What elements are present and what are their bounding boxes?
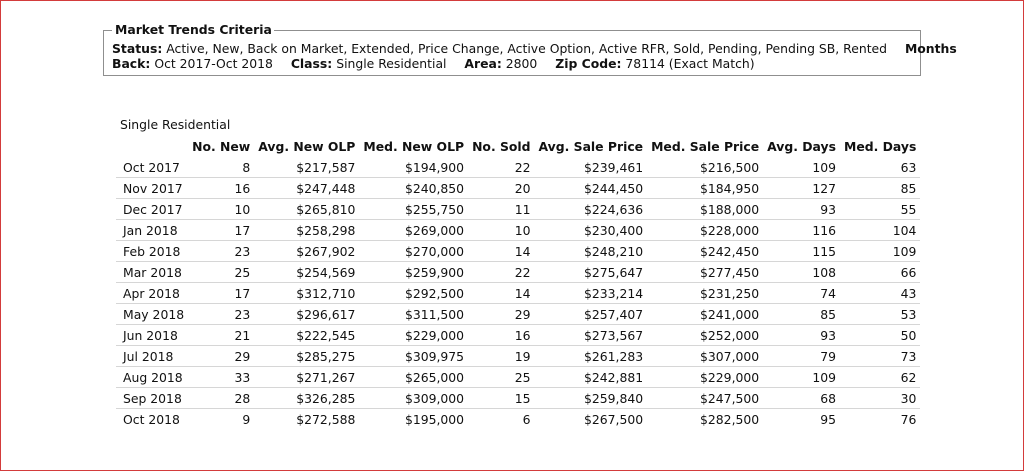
no-new-cell: 23 bbox=[188, 241, 254, 262]
avg-sale-price-cell: $244,450 bbox=[535, 178, 648, 199]
month-cell: Oct 2017 bbox=[116, 157, 188, 178]
criteria-legend: Market Trends Criteria bbox=[112, 22, 274, 38]
no-sold-cell: 29 bbox=[468, 304, 534, 325]
avg-new-olp-cell: $254,569 bbox=[254, 262, 359, 283]
med-days-cell: 30 bbox=[840, 388, 920, 409]
no-sold-cell: 6 bbox=[522, 411, 531, 427]
med-new-olp-cell: $229,000 bbox=[359, 325, 468, 346]
med-sale-price-cell: $188,000 bbox=[647, 199, 763, 220]
no-sold-cell: 11 bbox=[468, 199, 534, 220]
class-value: Single Residential bbox=[336, 56, 447, 71]
table-row bbox=[116, 199, 920, 220]
avg-new-olp-cell: $217,587 bbox=[254, 157, 359, 178]
avg-days-cell: 68 bbox=[763, 388, 840, 409]
no-new-cell: 23 bbox=[188, 304, 254, 325]
med-sale-price-cell: $307,000 bbox=[647, 346, 763, 367]
table-row bbox=[116, 409, 920, 430]
med-new-olp-cell: $265,000 bbox=[359, 367, 468, 388]
med-sale-price-cell: $247,500 bbox=[647, 388, 763, 409]
avg-new-olp-cell: $326,285 bbox=[254, 388, 359, 409]
no-new-cell: 9 bbox=[242, 411, 251, 427]
status-label: Status: bbox=[112, 41, 163, 56]
avg-days-cell: 79 bbox=[763, 346, 840, 367]
table-row bbox=[116, 220, 920, 241]
avg-days-header: Avg. Days bbox=[767, 138, 836, 154]
month-cell: May 2018 bbox=[116, 304, 188, 325]
table-header-row bbox=[116, 135, 920, 157]
month-cell: Nov 2017 bbox=[116, 178, 188, 199]
avg-days-cell: 93 bbox=[763, 325, 840, 346]
criteria-line-2 bbox=[112, 56, 912, 71]
table-row bbox=[116, 388, 920, 409]
table-row bbox=[116, 157, 920, 178]
no-sold-cell: 22 bbox=[468, 262, 534, 283]
avg-new-olp-cell: $271,267 bbox=[254, 367, 359, 388]
med-new-olp-cell: $240,850 bbox=[359, 178, 468, 199]
med-new-olp-cell: $309,975 bbox=[359, 346, 468, 367]
table-body bbox=[116, 157, 920, 429]
market-trends-criteria bbox=[103, 22, 957, 76]
avg-new-olp-cell: $265,810 bbox=[254, 199, 359, 220]
avg-sale-price-cell: $273,567 bbox=[535, 325, 648, 346]
no-sold-cell: 25 bbox=[468, 367, 534, 388]
market-trends-table bbox=[116, 135, 920, 429]
med-days-cell: 104 bbox=[840, 220, 920, 241]
table-row bbox=[116, 346, 920, 367]
med-sale-price-cell: $252,000 bbox=[647, 325, 763, 346]
avg-sale-price-cell: $267,500 bbox=[583, 411, 644, 427]
med-sale-price-cell: $228,000 bbox=[647, 220, 763, 241]
med-sale-price-cell: $277,450 bbox=[647, 262, 763, 283]
month-cell: Oct 2018 bbox=[123, 411, 180, 427]
no-sold-cell: 15 bbox=[468, 388, 534, 409]
avg-sale-price-header: Avg. Sale Price bbox=[538, 138, 644, 154]
avg-days-cell: 109 bbox=[763, 157, 840, 178]
avg-days-cell: 109 bbox=[763, 367, 840, 388]
med-days-cell: 43 bbox=[840, 283, 920, 304]
avg-sale-price-cell: $275,647 bbox=[535, 262, 648, 283]
avg-days-cell: 108 bbox=[763, 262, 840, 283]
class-label: Class: bbox=[290, 56, 333, 71]
month-cell: Jun 2018 bbox=[116, 325, 188, 346]
status-value: Active, New, Back on Market, Extended, Price Change, Active Option, Active RFR, Sold, Pending, Pending SB, Rented bbox=[166, 41, 888, 56]
no-new-cell: 29 bbox=[188, 346, 254, 367]
no-new-cell: 17 bbox=[188, 220, 254, 241]
month-cell: Dec 2017 bbox=[116, 199, 188, 220]
avg-new-olp-cell: $285,275 bbox=[254, 346, 359, 367]
med-new-olp-cell: $195,000 bbox=[404, 411, 465, 427]
med-days-cell: 76 bbox=[900, 411, 917, 427]
med-new-olp-cell: $292,500 bbox=[359, 283, 468, 304]
avg-days-cell: 95 bbox=[820, 411, 836, 427]
no-sold-cell: 20 bbox=[468, 178, 534, 199]
table-row bbox=[116, 178, 920, 199]
med-sale-price-cell: $241,000 bbox=[647, 304, 763, 325]
zip-code-value: 78114 (Exact Match) bbox=[625, 56, 755, 71]
no-new-cell: 16 bbox=[188, 178, 254, 199]
med-days-cell: 66 bbox=[840, 262, 920, 283]
table-row bbox=[116, 367, 920, 388]
avg-new-olp-cell: $258,298 bbox=[254, 220, 359, 241]
med-new-olp-cell: $311,500 bbox=[359, 304, 468, 325]
avg-days-cell: 74 bbox=[763, 283, 840, 304]
med-sale-price-cell: $242,450 bbox=[647, 241, 763, 262]
no-sold-cell: 22 bbox=[468, 157, 534, 178]
med-sale-price-cell: $282,500 bbox=[700, 411, 760, 427]
section-title: Single Residential bbox=[120, 117, 231, 132]
no-new-cell: 28 bbox=[188, 388, 254, 409]
no-new-cell: 8 bbox=[188, 157, 254, 178]
med-sale-price-cell: $216,500 bbox=[647, 157, 763, 178]
month-cell: Aug 2018 bbox=[116, 367, 188, 388]
avg-days-cell: 127 bbox=[763, 178, 840, 199]
month-header bbox=[116, 135, 188, 157]
med-days-cell: 53 bbox=[840, 304, 920, 325]
month-cell: Feb 2018 bbox=[116, 241, 188, 262]
avg-sale-price-cell: $230,400 bbox=[535, 220, 648, 241]
no-sold-cell: 14 bbox=[468, 241, 534, 262]
avg-sale-price-cell: $242,881 bbox=[535, 367, 648, 388]
med-days-cell: 55 bbox=[840, 199, 920, 220]
table-row bbox=[116, 325, 920, 346]
avg-sale-price-cell: $248,210 bbox=[535, 241, 648, 262]
avg-sale-price-cell: $239,461 bbox=[535, 157, 648, 178]
med-new-olp-cell: $269,000 bbox=[359, 220, 468, 241]
med-sale-price-header: Med. Sale Price bbox=[651, 138, 760, 154]
table-row bbox=[116, 304, 920, 325]
med-new-olp-header: Med. New OLP bbox=[363, 138, 465, 154]
no-new-cell: 10 bbox=[188, 199, 254, 220]
med-new-olp-cell: $259,900 bbox=[359, 262, 468, 283]
avg-sale-price-cell: $224,636 bbox=[535, 199, 648, 220]
avg-days-cell: 93 bbox=[763, 199, 840, 220]
avg-days-cell: 85 bbox=[763, 304, 840, 325]
months-back-label-part2: Back: bbox=[112, 56, 151, 71]
med-new-olp-cell: $255,750 bbox=[359, 199, 468, 220]
avg-new-olp-header: Avg. New OLP bbox=[258, 138, 356, 154]
criteria-line-1 bbox=[112, 41, 957, 56]
table-row bbox=[116, 283, 920, 304]
no-new-header: No. New bbox=[192, 138, 251, 154]
avg-new-olp-cell: $296,617 bbox=[254, 304, 359, 325]
avg-new-olp-cell: $267,902 bbox=[254, 241, 359, 262]
no-sold-cell: 16 bbox=[468, 325, 534, 346]
med-sale-price-cell: $231,250 bbox=[647, 283, 763, 304]
med-sale-price-cell: $184,950 bbox=[647, 178, 763, 199]
med-sale-price-cell: $229,000 bbox=[647, 367, 763, 388]
no-new-cell: 17 bbox=[188, 283, 254, 304]
table-row bbox=[116, 241, 920, 262]
table-row bbox=[116, 262, 920, 283]
no-sold-cell: 14 bbox=[468, 283, 534, 304]
month-cell: Apr 2018 bbox=[116, 283, 188, 304]
avg-new-olp-cell: $312,710 bbox=[254, 283, 359, 304]
avg-new-olp-cell: $222,545 bbox=[254, 325, 359, 346]
avg-days-cell: 116 bbox=[763, 220, 840, 241]
months-back-label-part1: Months bbox=[904, 41, 957, 56]
med-new-olp-cell: $270,000 bbox=[359, 241, 468, 262]
med-days-cell: 73 bbox=[840, 346, 920, 367]
avg-sale-price-cell: $257,407 bbox=[535, 304, 648, 325]
avg-days-cell: 115 bbox=[763, 241, 840, 262]
avg-new-olp-cell: $247,448 bbox=[254, 178, 359, 199]
no-new-cell: 25 bbox=[188, 262, 254, 283]
month-cell: Jan 2018 bbox=[116, 220, 188, 241]
no-sold-header: No. Sold bbox=[472, 138, 531, 154]
no-new-cell: 21 bbox=[188, 325, 254, 346]
area-label: Area: bbox=[464, 56, 502, 71]
months-back-value: Oct 2017-Oct 2018 bbox=[154, 56, 273, 71]
month-cell: Jul 2018 bbox=[116, 346, 188, 367]
no-sold-cell: 19 bbox=[468, 346, 534, 367]
avg-sale-price-cell: $261,283 bbox=[535, 346, 648, 367]
area-value: 2800 bbox=[505, 56, 538, 71]
med-new-olp-cell: $194,900 bbox=[359, 157, 468, 178]
avg-sale-price-cell: $233,214 bbox=[535, 283, 648, 304]
avg-new-olp-cell: $272,588 bbox=[296, 411, 356, 427]
no-new-cell: 33 bbox=[188, 367, 254, 388]
month-cell: Mar 2018 bbox=[116, 262, 188, 283]
med-new-olp-cell: $309,000 bbox=[359, 388, 468, 409]
med-days-cell: 85 bbox=[840, 178, 920, 199]
med-days-cell: 50 bbox=[840, 325, 920, 346]
med-days-header: Med. Days bbox=[844, 138, 917, 154]
no-sold-cell: 10 bbox=[468, 220, 534, 241]
avg-sale-price-cell: $259,840 bbox=[535, 388, 648, 409]
med-days-cell: 109 bbox=[840, 241, 920, 262]
med-days-cell: 63 bbox=[840, 157, 920, 178]
month-cell: Sep 2018 bbox=[116, 388, 188, 409]
zip-code-label: Zip Code: bbox=[555, 56, 622, 71]
med-days-cell: 62 bbox=[840, 367, 920, 388]
